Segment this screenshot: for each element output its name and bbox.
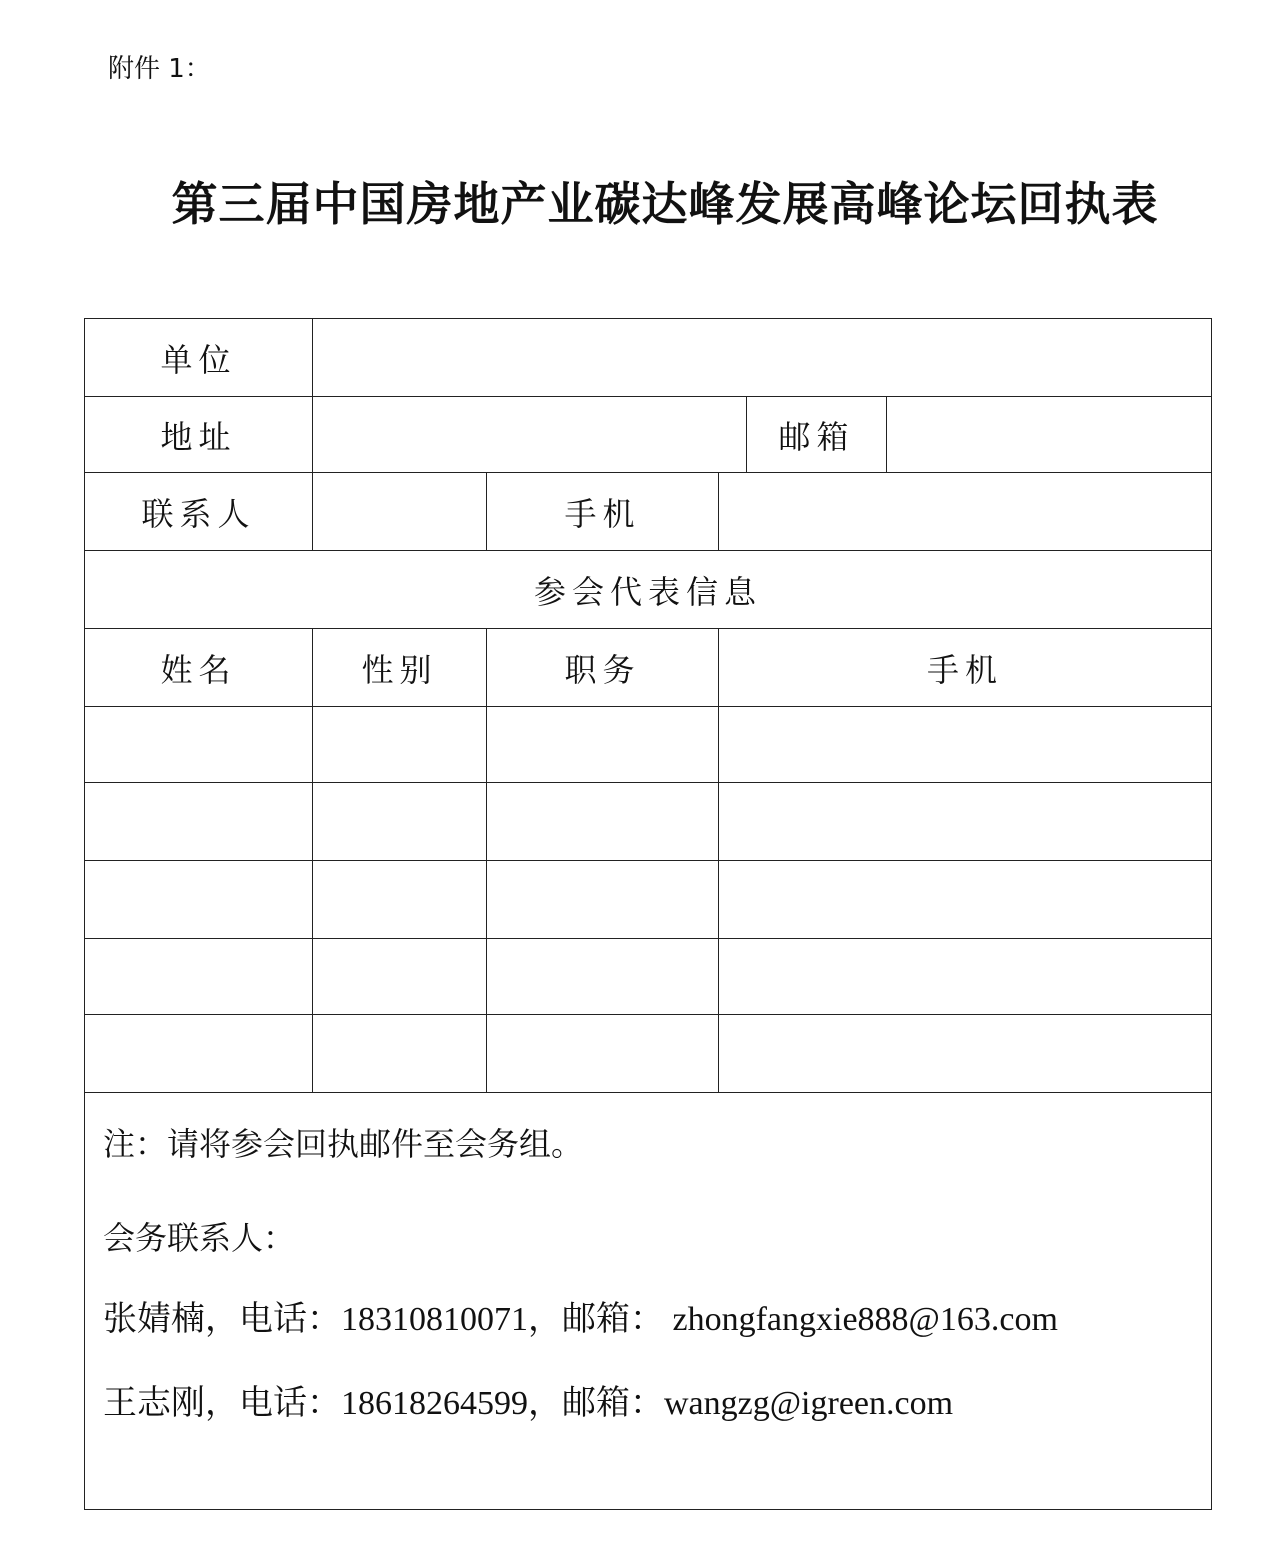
delegate-name-cell[interactable] [84, 860, 313, 939]
registration-form-table [84, 318, 1212, 1510]
delegate-gender-cell[interactable] [312, 1014, 487, 1093]
delegate-position-cell[interactable] [486, 782, 719, 861]
unit-field[interactable] [312, 318, 1212, 397]
note-contact-2: 王志刚，电话：18618264599，邮箱：wangzg@igreen.com [103, 1385, 954, 1422]
col-header-mobile: 手机 [718, 628, 1212, 707]
delegates-section-title: 参会代表信息 [84, 550, 1212, 629]
col-header-name: 姓名 [84, 628, 313, 707]
delegate-position-cell[interactable] [486, 938, 719, 1015]
delegate-name-cell[interactable] [84, 1014, 313, 1093]
mobile-field[interactable] [718, 472, 1212, 551]
contact-label: 联系人 [84, 472, 313, 551]
delegate-mobile-cell[interactable] [718, 860, 1212, 939]
delegate-gender-cell[interactable] [312, 860, 487, 939]
delegate-mobile-cell[interactable] [718, 938, 1212, 1015]
address-field[interactable] [312, 396, 747, 473]
delegate-mobile-cell[interactable] [718, 706, 1212, 783]
delegate-position-cell[interactable] [486, 1014, 719, 1093]
note-contact-1: 张婧楠，电话：18310810071，邮箱： zhongfangxie888@163.com [103, 1301, 1058, 1338]
email-field[interactable] [886, 396, 1212, 473]
delegate-name-cell[interactable] [84, 782, 313, 861]
delegate-name-cell[interactable] [84, 938, 313, 1015]
delegate-gender-cell[interactable] [312, 938, 487, 1015]
contact-field[interactable] [312, 472, 487, 551]
delegate-mobile-cell[interactable] [718, 782, 1212, 861]
delegate-position-cell[interactable] [486, 860, 719, 939]
col-header-position: 职务 [486, 628, 719, 707]
note-contact-heading: 会务联系人： [103, 1219, 296, 1257]
delegate-gender-cell[interactable] [312, 706, 487, 783]
page-title: 第三届中国房地产业碳达峰发展高峰论坛回执表 [171, 177, 1159, 231]
mobile-label: 手机 [486, 472, 719, 551]
unit-label: 单位 [84, 318, 313, 397]
col-header-gender: 性别 [312, 628, 487, 707]
delegate-mobile-cell[interactable] [718, 1014, 1212, 1093]
attachment-label: 附件 1： [108, 54, 211, 84]
email-label: 邮箱 [746, 396, 887, 473]
address-label: 地址 [84, 396, 313, 473]
delegate-gender-cell[interactable] [312, 782, 487, 861]
note-section [84, 1092, 1212, 1510]
delegate-name-cell[interactable] [84, 706, 313, 783]
note-instruction: 注：请将参会回执邮件至会务组。 [103, 1125, 584, 1163]
delegate-position-cell[interactable] [486, 706, 719, 783]
